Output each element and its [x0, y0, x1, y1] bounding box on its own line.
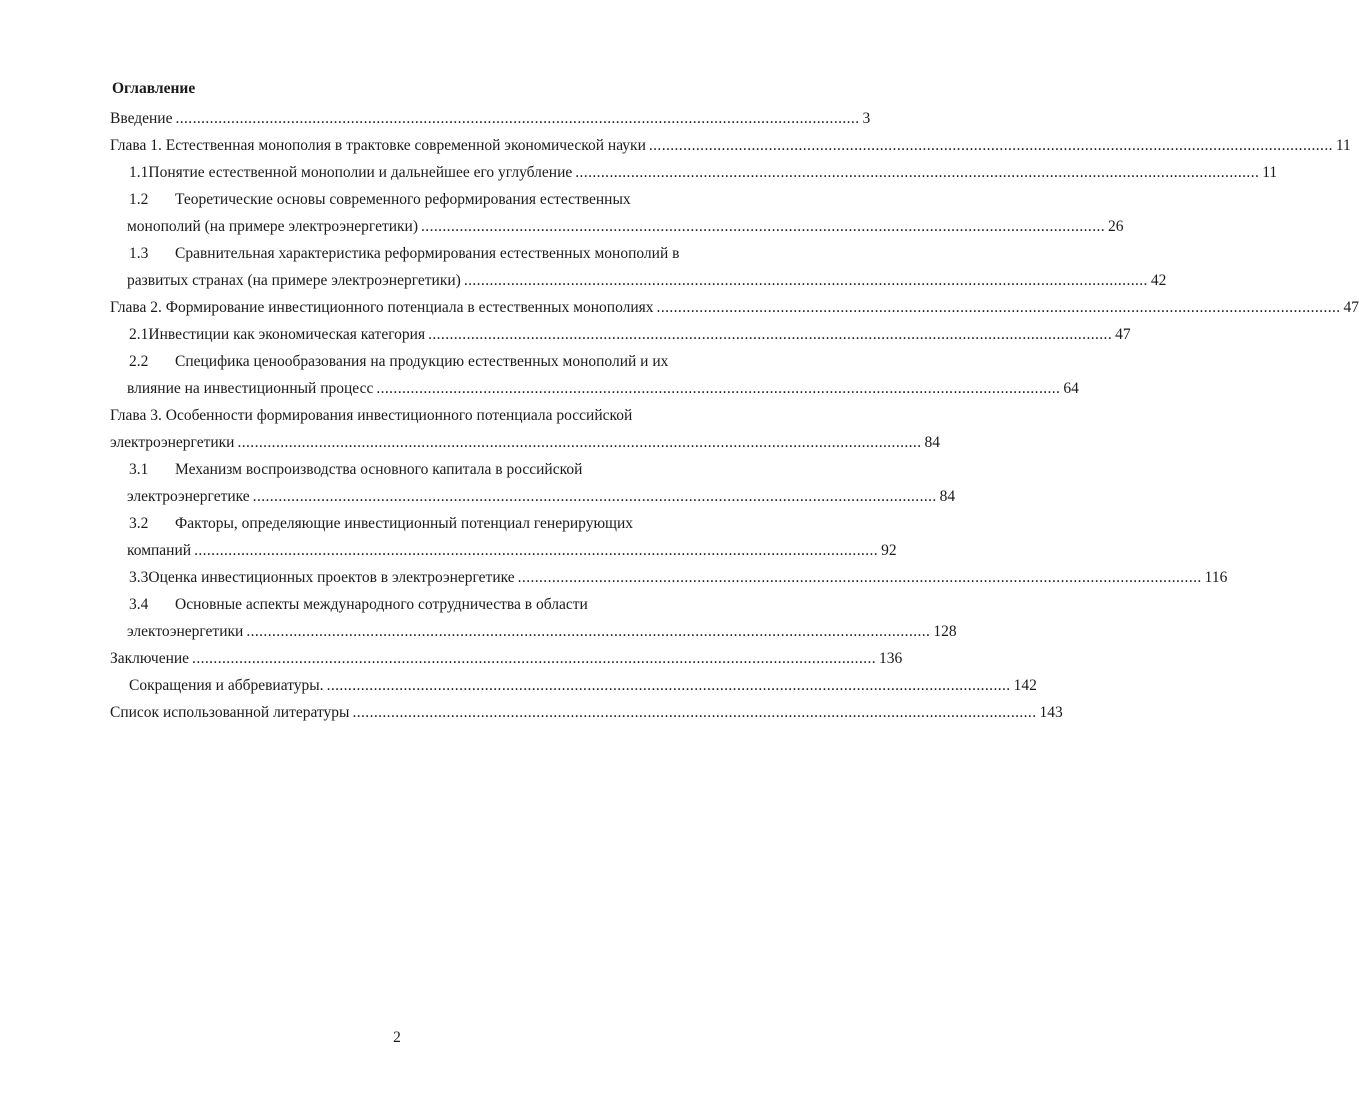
toc-entry-section-1-3[interactable]: [129, 243, 718, 265]
toc-entry-text: Специфика ценообразования на продукцию естественных монополий и их: [175, 353, 669, 370]
toc-page-number: 47: [1343, 299, 1359, 316]
toc-entry-text: Глава 2. Формирование инвестиционного потенциала в естественных монополиях: [110, 299, 654, 316]
toc-page-number: 11: [1335, 137, 1351, 154]
toc-entry-chapter-3[interactable]: [110, 405, 718, 427]
toc-entry-introduction[interactable]: [110, 108, 871, 130]
dot-leader: ................................................................................................................................................................: [575, 164, 1260, 181]
toc-entry-section-3-1[interactable]: [129, 459, 718, 481]
toc-entry-text: компаний: [127, 542, 192, 559]
dot-leader: ................................................................................................................................................................: [252, 488, 937, 505]
section-number: 3.2: [129, 515, 149, 532]
toc-entry-text: Оценка инвестиционных проектов в электроэнергетике: [148, 569, 515, 586]
toc-entry-section-3-3[interactable]: [129, 567, 1228, 589]
section-number: 1.2: [129, 191, 149, 208]
toc-page-number: 64: [1063, 380, 1079, 397]
dot-leader: ................................................................................................................................................................: [175, 110, 860, 127]
toc-entry-text: электоэнергетики: [127, 623, 244, 640]
toc-entry-text: Теоретические основы современного реформирования естественных: [175, 191, 631, 208]
toc-entry-chapter-3-cont[interactable]: [110, 432, 940, 454]
toc-entry-section-3-1-cont[interactable]: [127, 486, 956, 508]
toc-entry-text: Сравнительная характеристика реформирования естественных монополий в: [175, 245, 680, 262]
dot-leader: ................................................................................................................................................................: [656, 299, 1341, 316]
toc-entry-text: монополий (на примере электроэнергетики): [127, 218, 419, 235]
toc-entry-section-3-4-cont[interactable]: [127, 621, 957, 643]
toc-page-number: 84: [939, 488, 956, 505]
toc-entry-text: Список использованной литературы: [110, 704, 350, 721]
toc-entry-text: Факторы, определяющие инвестиционный потенциал генерирующих: [175, 515, 634, 532]
toc-entry-text: Заключение: [110, 650, 190, 667]
dot-leader: ................................................................................................................................................................: [421, 218, 1106, 235]
toc-entry-chapter-1[interactable]: [110, 135, 1351, 157]
dot-leader: ................................................................................................................................................................: [376, 380, 1061, 397]
dot-leader: ................................................................................................................................................................: [428, 326, 1113, 343]
toc-page-number: 42: [1150, 272, 1167, 289]
toc-entry-section-2-2-cont[interactable]: [127, 378, 1079, 400]
toc-entry-text: Механизм воспроизводства основного капитала в российской: [175, 461, 583, 478]
toc-entry-text: электроэнергетике: [127, 488, 250, 505]
toc-page-number: 142: [1013, 677, 1037, 694]
toc-entry-section-1-2[interactable]: [129, 189, 718, 211]
toc-entry-section-1-1[interactable]: [129, 162, 1278, 184]
section-number: 3.3: [129, 569, 149, 586]
toc-page-number: 128: [933, 623, 957, 640]
dot-leader: ................................................................................................................................................................: [237, 434, 922, 451]
toc-entry-section-3-4[interactable]: [129, 594, 718, 616]
dot-leader: ................................................................................................................................................................: [463, 272, 1148, 289]
section-number: 2.1: [129, 326, 149, 343]
section-number: 1.3: [129, 245, 149, 262]
toc-entry-references[interactable]: [110, 702, 1063, 724]
toc-page-number: 26: [1108, 218, 1124, 235]
toc-entry-section-1-3-cont[interactable]: [127, 270, 1167, 292]
dot-leader: ................................................................................................................................................................: [352, 704, 1037, 721]
toc-entry-section-3-2-cont[interactable]: [127, 540, 897, 562]
toc-entry-text: Глава 1. Естественная монополия в трактовке современной экономической науки: [110, 137, 646, 154]
toc-page-number: 3: [862, 110, 871, 127]
toc-entry-section-2-1[interactable]: [129, 324, 1131, 346]
toc-entry-text: Сокращения и аббревиатуры.: [129, 677, 324, 694]
toc-entry-abbreviations[interactable]: [129, 675, 1037, 697]
section-number: 2.2: [129, 353, 149, 370]
toc-entry-text: Понятие естественной монополии и дальнейшее его углубление: [148, 164, 573, 181]
toc-entry-text: Введение: [110, 110, 173, 127]
toc-title: Оглавление: [112, 80, 196, 97]
toc-entry-section-2-2[interactable]: [129, 351, 718, 373]
toc-page-number: 116: [1204, 569, 1228, 586]
toc-page-number: 84: [924, 434, 940, 451]
toc-entry-text: Глава 3. Особенности формирования инвестиционного потенциала российской: [110, 407, 633, 424]
toc-entry-text: Инвестиции как экономическая категория: [148, 326, 426, 343]
toc-entry-section-3-2[interactable]: [129, 513, 718, 535]
toc-page-number: 92: [881, 542, 897, 559]
toc-entry-text: развитых странах (на примере электроэнергетики): [127, 272, 461, 289]
toc-entry-section-1-2-cont[interactable]: [127, 216, 1124, 238]
toc-page-number: 136: [879, 650, 903, 667]
dot-leader: ................................................................................................................................................................: [648, 137, 1333, 154]
toc-page-number: 47: [1115, 326, 1131, 343]
section-number: 3.1: [129, 461, 149, 478]
toc-page-number: 143: [1039, 704, 1063, 721]
section-number: 1.1: [129, 164, 149, 181]
dot-leader: ................................................................................................................................................................: [517, 569, 1202, 586]
dot-leader: ................................................................................................................................................................: [194, 542, 879, 559]
section-number: 3.4: [129, 596, 149, 613]
dot-leader: ................................................................................................................................................................: [246, 623, 931, 640]
toc-page-number: 11: [1262, 164, 1278, 181]
toc-entry-chapter-2[interactable]: [110, 297, 1359, 319]
toc-entry-text: электроэнергетики: [110, 434, 235, 451]
dot-leader: ................................................................................................................................................................: [326, 677, 1011, 694]
toc-entry-text: Основные аспекты международного сотрудничества в области: [175, 596, 588, 613]
toc-entry-conclusion[interactable]: [110, 648, 903, 670]
toc-entry-text: влияние на инвестиционный процесс: [127, 380, 374, 397]
dot-leader: ................................................................................................................................................................: [192, 650, 877, 667]
page-number: 2: [393, 1029, 401, 1046]
